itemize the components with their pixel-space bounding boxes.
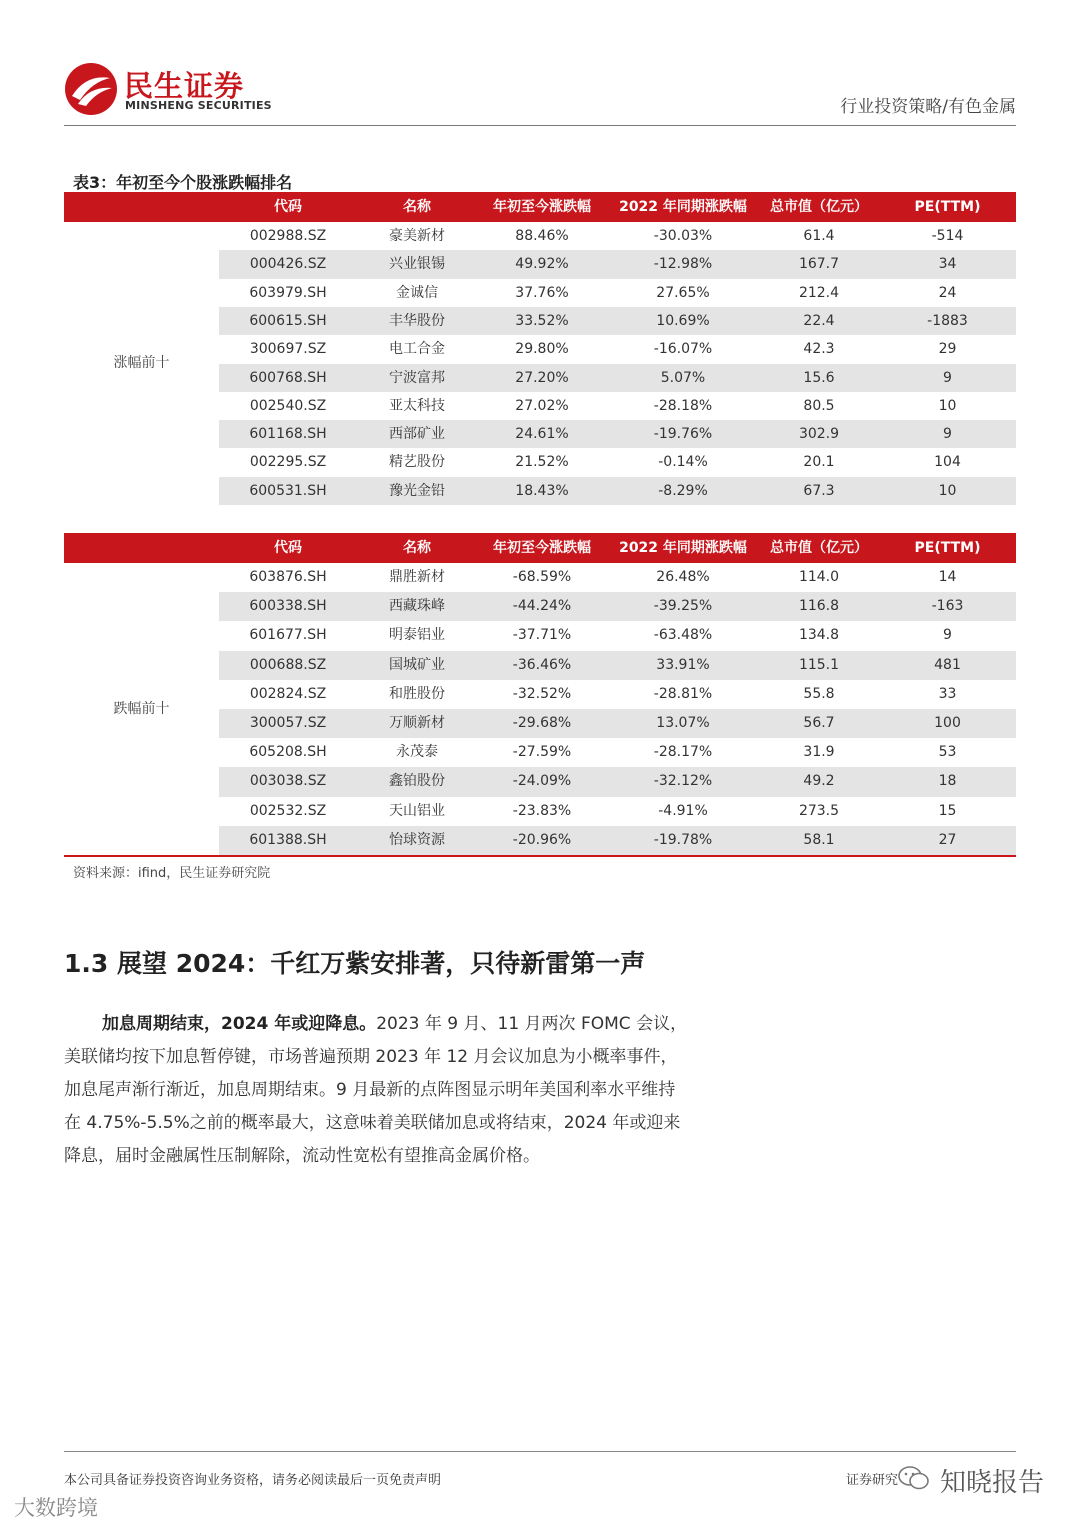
- watermark-left: 大数跨境: [14, 1496, 98, 1520]
- report-category: 行业投资策略/有色金属: [840, 97, 1016, 117]
- name-cell: 亚太科技: [389, 397, 445, 414]
- pe-cell: 53: [938, 744, 957, 761]
- name-cell: 怡球资源: [389, 831, 445, 848]
- column-header-ytd-change: 年初至今涨跌幅: [493, 199, 591, 215]
- paragraph-line: 降息，届时金融属性压制解除，流动性宽松有望推高金属价格。: [64, 1146, 540, 1166]
- table-header: [64, 533, 1016, 563]
- market-cap-cell: 15.6: [803, 369, 835, 386]
- name-cell: 金诚信: [396, 284, 438, 301]
- table-row: [219, 250, 1016, 278]
- table-bottom-rule: [64, 855, 1016, 857]
- column-header-name: 名称: [403, 540, 431, 556]
- paragraph-line: 加息尾声渐行渐近，加息周期结束。9 月最新的点阵图显示明年美国利率水平维持: [64, 1080, 676, 1100]
- code-cell: 000688.SZ: [249, 656, 327, 673]
- change-2022-cell: -0.14%: [658, 454, 708, 471]
- change-2022-cell: -39.25%: [653, 598, 713, 615]
- ytd-change-cell: 37.76%: [515, 284, 569, 301]
- change-2022-cell: -12.98%: [653, 256, 713, 273]
- ytd-change-cell: 49.92%: [515, 256, 569, 273]
- paragraph-text: 2023 年 9 月、11 月两次 FOMC 会议，: [376, 1014, 688, 1034]
- market-cap-cell: 31.9: [803, 744, 835, 761]
- losers-table: [64, 533, 1016, 858]
- column-header-pe: PE(TTM): [914, 540, 981, 556]
- name-cell: 万顺新材: [389, 715, 445, 731]
- table-row: [219, 709, 1016, 738]
- market-cap-cell: 49.2: [803, 773, 835, 790]
- market-cap-cell: 80.5: [803, 397, 835, 414]
- name-cell: 宁波富邦: [389, 369, 445, 386]
- name-cell: 和胜股份: [389, 685, 445, 702]
- ytd-change-cell: 27.02%: [515, 397, 569, 414]
- ytd-change-cell: 88.46%: [515, 228, 569, 244]
- table-row: [219, 307, 1016, 335]
- change-2022-cell: -16.07%: [653, 341, 713, 358]
- brand-name-cn: 民生证券: [124, 69, 245, 103]
- code-cell: 002988.SZ: [249, 228, 327, 244]
- column-header-2022-change: 2022 年同期涨跌幅: [619, 199, 747, 215]
- code-cell: 003038.SZ: [249, 773, 327, 790]
- name-cell: 明泰铝业: [389, 627, 445, 644]
- table-row: [219, 364, 1016, 392]
- market-cap-cell: 61.4: [803, 228, 835, 244]
- table-row: [219, 392, 1016, 420]
- pe-cell: 10: [938, 482, 957, 499]
- pe-cell: 9: [943, 426, 952, 443]
- paragraph-line: [64, 1008, 724, 1041]
- market-cap-cell: 212.4: [798, 284, 840, 301]
- ytd-change-cell: 24.61%: [515, 426, 569, 443]
- minsheng-logo-icon: [64, 62, 118, 116]
- ytd-change-cell: -44.24%: [512, 598, 572, 615]
- code-cell: 603876.SH: [249, 569, 327, 585]
- code-cell: 300057.SZ: [249, 715, 327, 731]
- ytd-change-cell: -37.71%: [512, 627, 572, 644]
- footer-right-text: 证券研究: [845, 1473, 898, 1488]
- column-header-code: 代码: [274, 540, 302, 556]
- code-cell: 002532.SZ: [249, 802, 327, 819]
- section-heading: 1.3 展望 2024：千红万紫安排著，只待新雷第一声: [64, 949, 646, 978]
- pe-cell: 27: [938, 831, 957, 848]
- group-label-losers: 跌幅前十: [113, 701, 170, 717]
- pe-cell: 15: [938, 802, 957, 819]
- pe-cell: -514: [931, 228, 964, 244]
- pe-cell: 104: [934, 454, 961, 471]
- pe-cell: 18: [938, 773, 957, 790]
- ytd-change-cell: 18.43%: [515, 482, 569, 499]
- market-cap-cell: 67.3: [803, 482, 835, 499]
- change-2022-cell: -63.48%: [653, 627, 713, 644]
- page-footer: [64, 1451, 1016, 1511]
- ytd-change-cell: 29.80%: [515, 341, 569, 358]
- pe-cell: 29: [938, 341, 957, 358]
- name-cell: 丰华股份: [389, 312, 445, 329]
- market-cap-cell: 115.1: [798, 656, 840, 673]
- code-cell: 601168.SH: [249, 426, 327, 443]
- market-cap-cell: 116.8: [798, 598, 840, 615]
- ytd-change-cell: -68.59%: [512, 569, 572, 585]
- table-row: [219, 477, 1016, 505]
- name-cell: 西藏珠峰: [389, 598, 445, 615]
- ytd-change-cell: -32.52%: [512, 685, 572, 702]
- name-cell: 豫光金铅: [389, 482, 445, 499]
- pe-cell: 14: [938, 569, 957, 585]
- ytd-change-cell: -29.68%: [512, 715, 572, 731]
- column-header-market-cap: 总市值（亿元）: [770, 199, 868, 215]
- table-row: [219, 448, 1016, 476]
- code-cell: 600615.SH: [249, 312, 327, 329]
- paragraph-lead: 加息周期结束，2024 年或迎降息。: [102, 1014, 377, 1034]
- market-cap-cell: 134.8: [798, 627, 840, 644]
- change-2022-cell: -32.12%: [653, 773, 713, 790]
- pe-cell: 100: [934, 715, 961, 731]
- market-cap-cell: 55.8: [803, 685, 835, 702]
- name-cell: 精艺股份: [389, 454, 445, 471]
- wechat-icon: [898, 1466, 930, 1490]
- table-row: [219, 420, 1016, 448]
- column-header-code: 代码: [274, 199, 302, 215]
- name-cell: 永茂泰: [396, 744, 438, 761]
- code-cell: 002824.SZ: [249, 685, 327, 702]
- pe-cell: -1883: [927, 312, 968, 329]
- code-cell: 601677.SH: [249, 627, 327, 644]
- gainers-table: [64, 192, 1016, 506]
- pe-cell: 10: [938, 397, 957, 414]
- table-title: 表3：年初至今个股涨跌幅排名: [73, 173, 293, 192]
- market-cap-cell: 22.4: [803, 312, 835, 329]
- table-row: [219, 621, 1016, 650]
- change-2022-cell: 13.07%: [656, 715, 710, 731]
- table-row: [219, 335, 1016, 363]
- change-2022-cell: -4.91%: [658, 802, 708, 819]
- ytd-change-cell: 27.20%: [515, 369, 569, 386]
- code-cell: 600531.SH: [249, 482, 327, 499]
- code-cell: 603979.SH: [249, 284, 327, 301]
- pe-cell: 34: [938, 256, 957, 273]
- pe-cell: 9: [943, 627, 952, 644]
- group-label-gainers: 涨幅前十: [113, 355, 170, 371]
- column-header-market-cap: 总市值（亿元）: [770, 540, 868, 556]
- code-cell: 300697.SZ: [249, 341, 327, 358]
- name-cell: 西部矿业: [389, 426, 445, 443]
- table-source-note: 资料来源：ifind，民生证券研究院: [73, 866, 271, 881]
- table-row: [219, 738, 1016, 767]
- code-cell: 600768.SH: [249, 369, 327, 386]
- table-row: [219, 222, 1016, 250]
- name-cell: 鑫铂股份: [389, 773, 445, 790]
- ytd-change-cell: 21.52%: [515, 454, 569, 471]
- market-cap-cell: 56.7: [803, 715, 835, 731]
- name-cell: 国城矿业: [389, 656, 445, 673]
- change-2022-cell: -19.76%: [653, 426, 713, 443]
- change-2022-cell: -8.29%: [658, 482, 708, 499]
- name-cell: 鼎胜新材: [389, 569, 445, 585]
- table-row: [219, 592, 1016, 621]
- market-cap-cell: 114.0: [798, 569, 840, 585]
- code-cell: 002540.SZ: [249, 397, 327, 414]
- ytd-change-cell: -20.96%: [512, 831, 572, 848]
- change-2022-cell: 33.91%: [656, 656, 710, 673]
- pe-cell: 9: [943, 369, 952, 386]
- ytd-change-cell: 33.52%: [515, 312, 569, 329]
- paragraph-line: 在 4.75%-5.5%之前的概率最大，这意味着美联储加息或将结束，2024 年或迎来: [64, 1113, 681, 1133]
- table-row: [219, 563, 1016, 592]
- change-2022-cell: 26.48%: [656, 569, 710, 585]
- market-cap-cell: 42.3: [803, 341, 835, 358]
- page-header: [64, 56, 1016, 126]
- code-cell: 600338.SH: [249, 598, 327, 615]
- change-2022-cell: 10.69%: [656, 312, 710, 329]
- table-row: [219, 767, 1016, 796]
- pe-cell: 481: [934, 656, 961, 673]
- code-cell: 000426.SZ: [249, 256, 327, 273]
- market-cap-cell: 58.1: [803, 831, 835, 848]
- market-cap-cell: 20.1: [803, 454, 835, 471]
- ytd-change-cell: -36.46%: [512, 656, 572, 673]
- brand-name-en: MINSHENG SECURITIES: [125, 99, 272, 112]
- change-2022-cell: -30.03%: [653, 228, 713, 244]
- column-header-name: 名称: [403, 199, 431, 215]
- change-2022-cell: -28.17%: [653, 744, 713, 761]
- column-header-ytd-change: 年初至今涨跌幅: [493, 540, 591, 556]
- change-2022-cell: -28.81%: [653, 685, 713, 702]
- ytd-change-cell: -27.59%: [512, 744, 572, 761]
- change-2022-cell: -28.18%: [653, 397, 713, 414]
- pe-cell: -163: [931, 598, 964, 615]
- table-row: [219, 279, 1016, 307]
- code-cell: 601388.SH: [249, 831, 327, 848]
- column-header-2022-change: 2022 年同期涨跌幅: [619, 540, 747, 556]
- ytd-change-cell: -23.83%: [512, 802, 572, 819]
- code-cell: 605208.SH: [249, 744, 327, 761]
- table-row: [219, 680, 1016, 709]
- change-2022-cell: -19.78%: [653, 831, 713, 848]
- code-cell: 002295.SZ: [249, 454, 327, 471]
- market-cap-cell: 167.7: [798, 256, 840, 273]
- pe-cell: 33: [938, 685, 957, 702]
- change-2022-cell: 5.07%: [660, 369, 706, 386]
- name-cell: 兴业银锡: [389, 256, 445, 273]
- name-cell: 电工合金: [389, 341, 445, 358]
- market-cap-cell: 302.9: [798, 426, 840, 443]
- pe-cell: 24: [938, 284, 957, 301]
- column-header-pe: PE(TTM): [914, 199, 981, 215]
- ytd-change-cell: -24.09%: [512, 773, 572, 790]
- paragraph-line: 美联储均按下加息暂停键，市场普遍预期 2023 年 12 月会议加息为小概率事件，: [64, 1047, 678, 1067]
- footer-disclaimer: 本公司具备证券投资咨询业务资格，请务必阅读最后一页免责声明: [64, 1473, 442, 1488]
- watermark-right: 知晓报告: [939, 1468, 1044, 1498]
- name-cell: 豪美新材: [389, 228, 445, 244]
- table-row: [219, 797, 1016, 826]
- change-2022-cell: 27.65%: [656, 284, 710, 301]
- table-row: [219, 651, 1016, 680]
- market-cap-cell: 273.5: [798, 802, 840, 819]
- table-row: [219, 826, 1016, 855]
- name-cell: 天山铝业: [389, 802, 445, 819]
- body-paragraph: [64, 1008, 724, 1173]
- table-header: [64, 192, 1016, 222]
